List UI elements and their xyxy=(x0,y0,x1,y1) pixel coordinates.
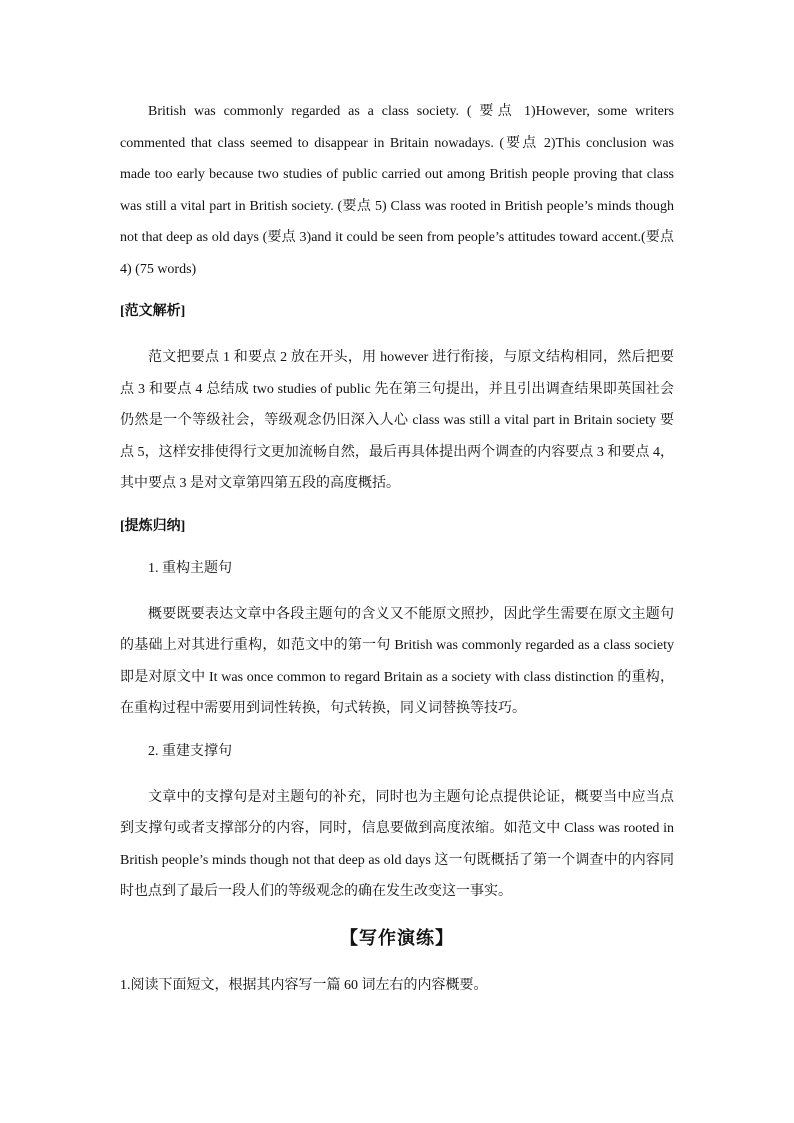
writing-exercise-instruction: 1.阅读下面短文，根据其内容写一篇 60 词左右的内容概要。 xyxy=(120,977,488,993)
document-content xyxy=(120,96,674,998)
analysis-paragraph: 范文把要点 1 和要点 2 放在开头，用 however 进行衔接，与原文结构相同，然后把要点 3 和要点 4 总结成 two studies of public 先在第三句提出，并且引出调查结果即英国社会仍然是一个等级社会，等级观念仍旧深入人心 class was still a vital part in Britain society 要点 5，这样安排使得行文更加流畅自然，最后再具体提出两个调查的内容要点 3 和要点 4，其中要点 3 是对文章第四第五段的高度概括。 xyxy=(120,350,674,491)
analysis-heading: [范文解析] xyxy=(120,304,186,319)
summary-item-paragraph-1: 概要既要表达文章中各段主题句的含义又不能原文照抄，因此学生需要在原文主题句的基础上对其进行重构，如范文中的第一句 British was commonly regarded as a class society 即是对原文中 It was once common to regard Britain as a society with class distinction 的重构，在重构过程中需要用到词性转换，句式转换，同义词替换等技巧。 xyxy=(120,606,674,716)
summary-heading: [提炼归纳] xyxy=(120,518,186,534)
summary-item-paragraph-2: 文章中的支撑句是对主题句的补充，同时也为主题句论点提供论证，概要当中应当点到支撑句或者支撑部分的内容，同时，信息要做到高度浓缩。如范文中 Class was rooted in British people’s minds though not that deep as old days 这一句既概括了第一个调查中的内容同时也点到了最后一段人们的等级观念的确在发生改变这一事实。 xyxy=(120,789,674,899)
sample-essay-paragraph: British was commonly regarded as a class society. ( 要点 1)However, some writers commented that class seemed to disappear in Britain nowadays. (要点 2)This conclusion was made too early because two studies of public carried out among British people proving that class was still a vital part in British society. (要点 5) Class was rooted in British people’s minds though not that deep as old days (要点 3)and it could be seen from people’s attitudes toward accent.(要点 4) (75 words) xyxy=(120,104,674,277)
summary-item-title-1: 1. 重构主题句 xyxy=(148,560,232,576)
summary-item-title-2: 2. 重建支撑句 xyxy=(148,743,232,759)
writing-practice-title: 【写作演练】 xyxy=(340,927,454,948)
